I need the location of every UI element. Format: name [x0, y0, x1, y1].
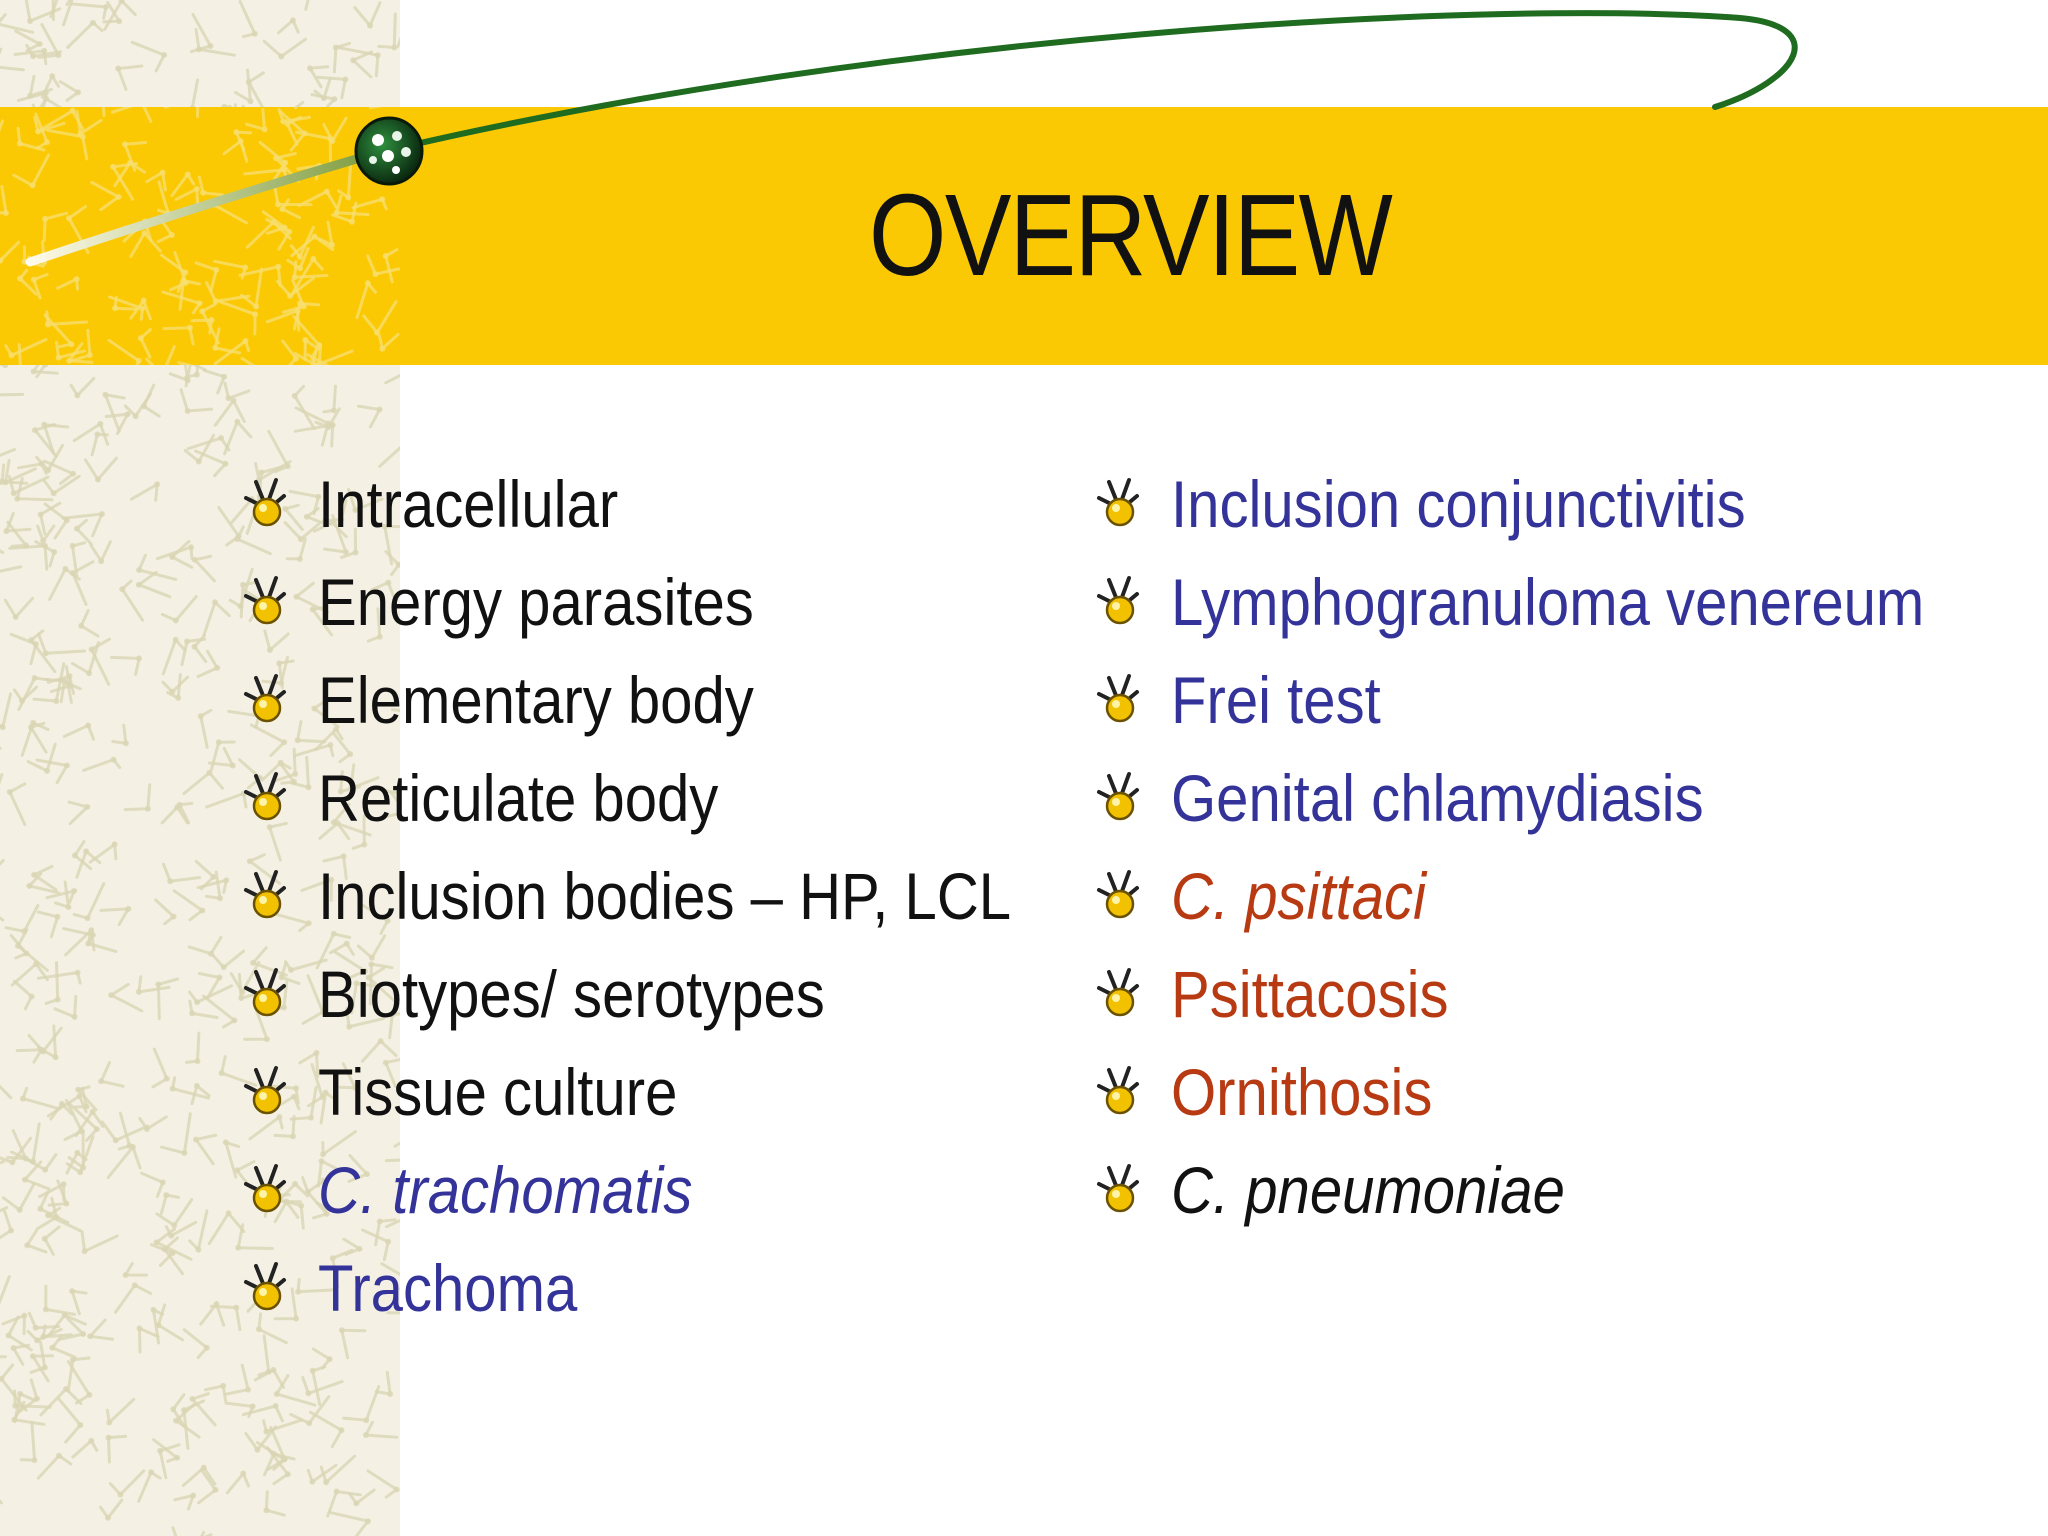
list-item: [240, 847, 1106, 945]
list-item: [240, 1141, 1106, 1239]
list-item: [240, 1043, 1106, 1141]
list-item: [1093, 1141, 2027, 1239]
list-item-label: Energy parasites: [318, 565, 754, 639]
daisy-bullet-icon: [1093, 868, 1145, 924]
daisy-bullet-icon: [240, 574, 292, 630]
daisy-bullet-icon: [240, 1260, 292, 1316]
right-bullet-list: [1093, 455, 2027, 1239]
list-item: [240, 749, 1106, 847]
list-item: [1093, 1043, 2027, 1141]
list-item: [1093, 651, 2027, 749]
list-item: [1093, 455, 2027, 553]
daisy-bullet-icon: [1093, 1162, 1145, 1218]
list-item: [1093, 945, 2027, 1043]
list-item: [1093, 749, 2027, 847]
daisy-bullet-icon: [1093, 770, 1145, 826]
list-item-label: Lymphogranuloma venereum: [1171, 565, 1925, 639]
left-bullet-list: [240, 455, 1106, 1337]
page-title: OVERVIEW: [868, 170, 1392, 300]
list-item-label: C. pneumoniae: [1171, 1153, 1565, 1227]
list-item-label: Inclusion conjunctivitis: [1171, 467, 1746, 541]
daisy-bullet-icon: [240, 1064, 292, 1120]
list-item-label: C. psittaci: [1171, 859, 1426, 933]
list-item: [240, 553, 1106, 651]
list-item-label: Frei test: [1171, 663, 1381, 737]
daisy-bullet-icon: [240, 476, 292, 532]
daisy-bullet-icon: [1093, 672, 1145, 728]
list-item-label: Intracellular: [318, 467, 619, 541]
band-pattern-icon: [0, 107, 400, 365]
list-item-label: Tissue culture: [318, 1055, 678, 1129]
list-item-label: Trachoma: [318, 1251, 578, 1325]
list-item: [240, 651, 1106, 749]
daisy-bullet-icon: [240, 672, 292, 728]
list-item-label: Inclusion bodies – HP, LCL: [318, 859, 1012, 933]
daisy-bullet-icon: [240, 770, 292, 826]
list-item: [240, 1239, 1106, 1337]
daisy-bullet-icon: [1093, 574, 1145, 630]
list-item-label: Genital chlamydiasis: [1171, 761, 1704, 835]
list-item-label: C. trachomatis: [318, 1153, 693, 1227]
list-item: [1093, 847, 2027, 945]
list-item-label: Reticulate body: [318, 761, 719, 835]
daisy-bullet-icon: [240, 1162, 292, 1218]
daisy-bullet-icon: [1093, 966, 1145, 1022]
list-item-label: Psittacosis: [1171, 957, 1449, 1031]
list-item-label: Biotypes/ serotypes: [318, 957, 825, 1031]
daisy-bullet-icon: [1093, 476, 1145, 532]
list-item: [1093, 553, 2027, 651]
daisy-bullet-icon: [240, 966, 292, 1022]
list-item-label: Ornithosis: [1171, 1055, 1433, 1129]
list-item-label: Elementary body: [318, 663, 754, 737]
daisy-bullet-icon: [1093, 1064, 1145, 1120]
list-item: [240, 455, 1106, 553]
list-item: [240, 945, 1106, 1043]
daisy-bullet-icon: [240, 868, 292, 924]
